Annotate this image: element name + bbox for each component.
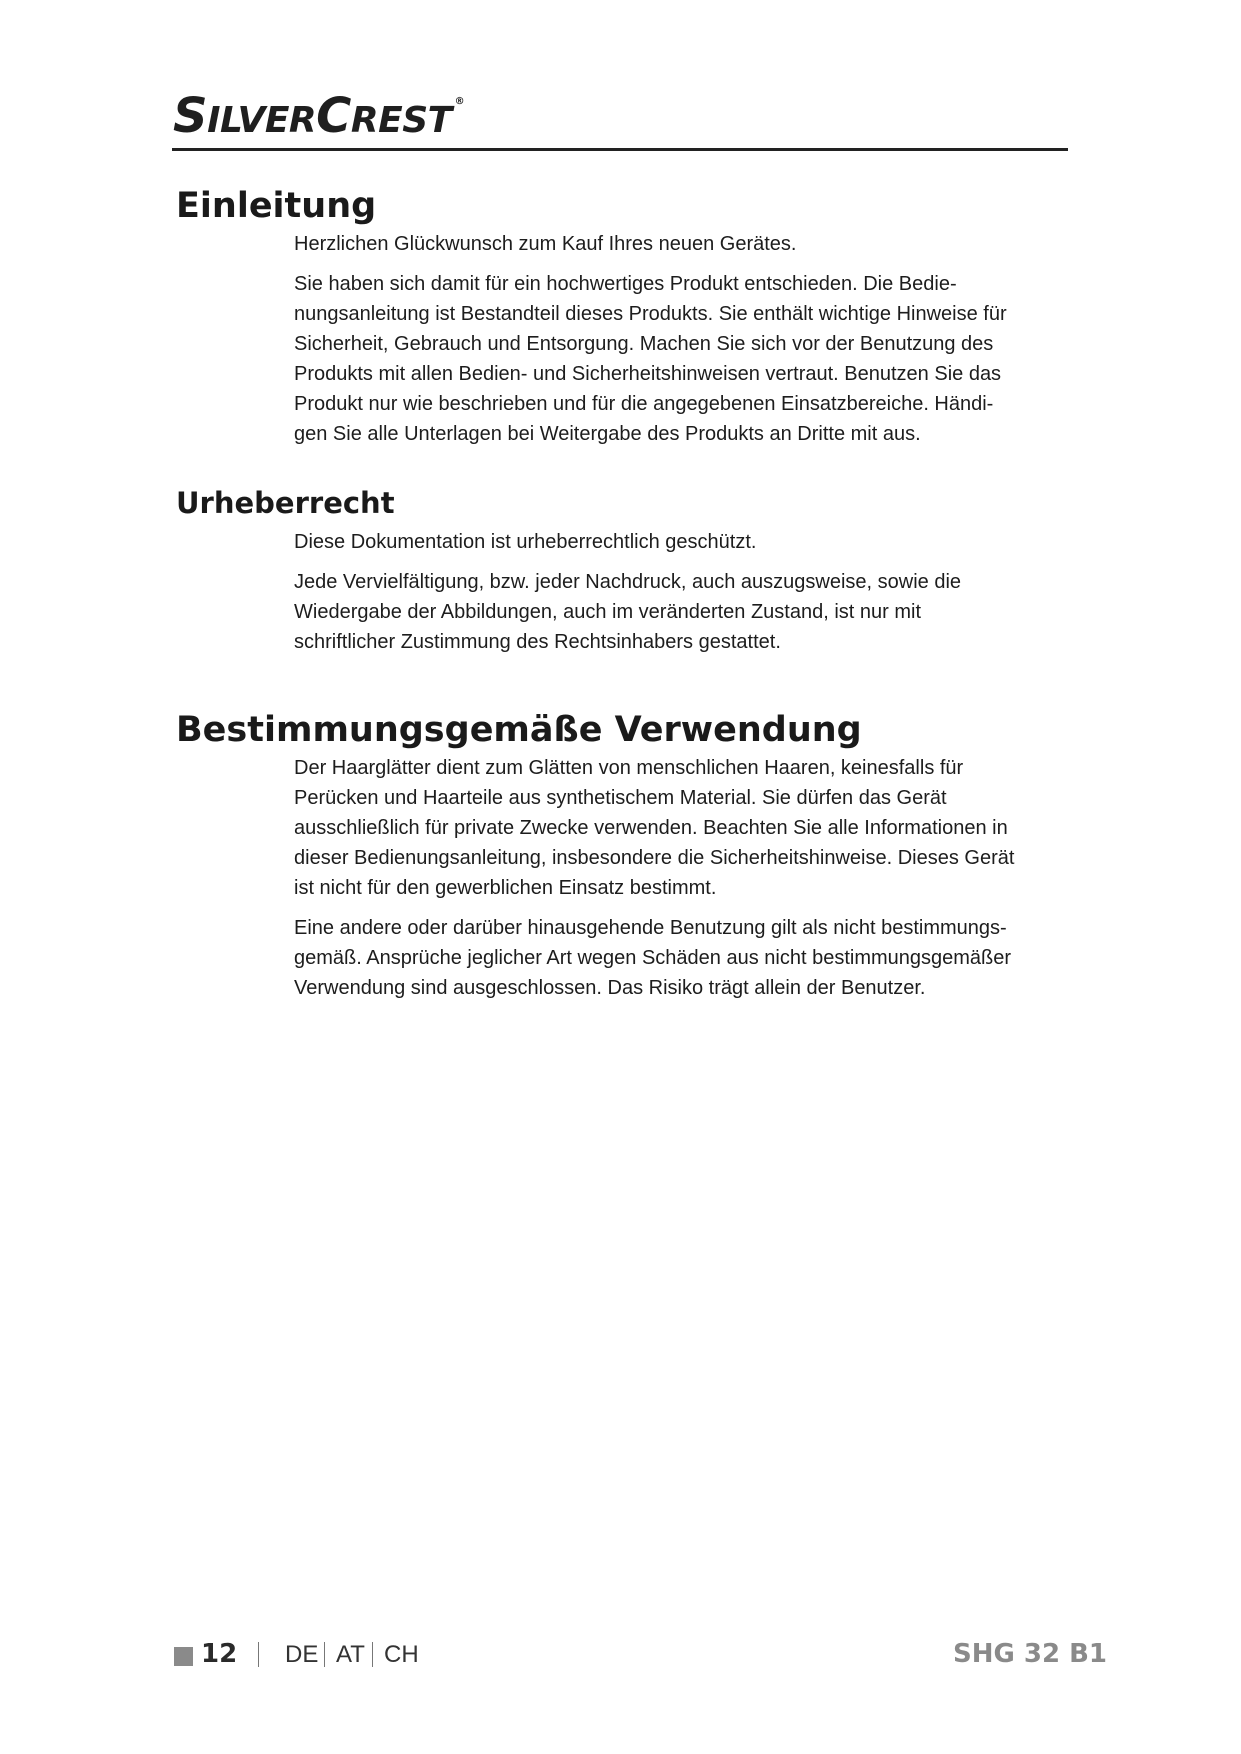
header-divider [172,148,1068,151]
text-line: Eine andere oder darüber hinausgehende Benutzung gilt als nicht bestimmungs- [294,917,1007,939]
section-heading-bestimmung: Bestimmungsgemäße Verwendung [176,710,862,750]
registered-mark: ® [454,96,465,107]
text-line: Sie haben sich damit für ein hochwertiges Produkt entschieden. Die Bedie- [294,273,957,295]
paragraph-urheberrecht-2 [294,567,1074,657]
text-line: Diese Dokumentation ist urheberrechtlich geschützt. [294,531,757,553]
text-line: Verwendung sind ausgeschlossen. Das Risiko trägt allein der Benutzer. [294,977,926,999]
footer-divider [258,1642,259,1667]
language-code: AT [336,1641,365,1668]
paragraph-bestimmung-1 [294,753,1074,903]
model-number: SHG 32 B1 [952,1639,1107,1669]
logo-letter: S [173,88,208,144]
section-heading-urheberrecht: Urheberrecht [176,486,395,520]
paragraph-bestimmung-2 [294,913,1074,1003]
logo-letter: C [316,88,351,144]
footer-divider [372,1642,373,1667]
text-line: Sicherheit, Gebrauch und Entsorgung. Machen Sie sich vor der Benutzung des [294,333,994,355]
section-heading-einleitung: Einleitung [176,186,377,226]
text-line: Wiedergabe der Abbildungen, auch im veränderten Zustand, ist nur mit [294,601,922,623]
text-line: ausschließlich für private Zwecke verwenden. Beachten Sie alle Informationen in [294,817,1008,839]
footer-divider [324,1642,325,1667]
text-line: nungsanleitung ist Bestandteil dieses Produkts. Sie enthält wichtige Hinweise für [294,303,1007,325]
text-line: Der Haarglätter dient zum Glätten von menschlichen Haaren, keinesfalls für [294,757,964,779]
logo-letters: REST [350,100,452,141]
text-line: ist nicht für den gewerblichen Einsatz bestimmt. [294,877,717,899]
paragraph-einleitung-2 [294,269,1074,449]
page-footer [0,1637,1241,1677]
text-line: Herzlichen Glückwunsch zum Kauf Ihres neuen Gerätes. [294,233,797,255]
text-line: Produkt nur wie beschrieben und für die angegebenen Einsatzbereiche. Händi- [294,393,994,415]
text-line: schriftlicher Zustimmung des Rechtsinhabers gestattet. [294,631,781,653]
paragraph-urheberrecht-1 [294,527,1074,557]
text-line: dieser Bedienungsanleitung, insbesondere die Sicherheitshinweise. Dieses Gerät [294,847,1015,869]
language-code: DE [285,1641,319,1668]
text-line: gemäß. Ansprüche jeglicher Art wegen Schäden aus nicht bestimmungsgemäßer [294,947,1012,969]
text-line: gen Sie alle Unterlagen bei Weitergabe des Produkts an Dritte mit aus. [294,423,921,445]
text-line: Perücken und Haarteile aus synthetischem Material. Sie dürfen das Gerät [294,787,947,809]
language-code: CH [384,1641,419,1668]
text-line: Jede Vervielfältigung, bzw. jeder Nachdruck, auch auszugsweise, sowie die [294,571,962,593]
page-number: 12 [201,1639,238,1669]
paragraph-einleitung-1 [294,229,1074,259]
brand-logo [173,88,464,144]
text-line: Produkts mit allen Bedien- und Sicherheitshinweisen vertraut. Benutzen Sie das [294,363,1002,385]
footer-square-icon [174,1647,193,1666]
logo-letters: ILVER [207,100,317,141]
